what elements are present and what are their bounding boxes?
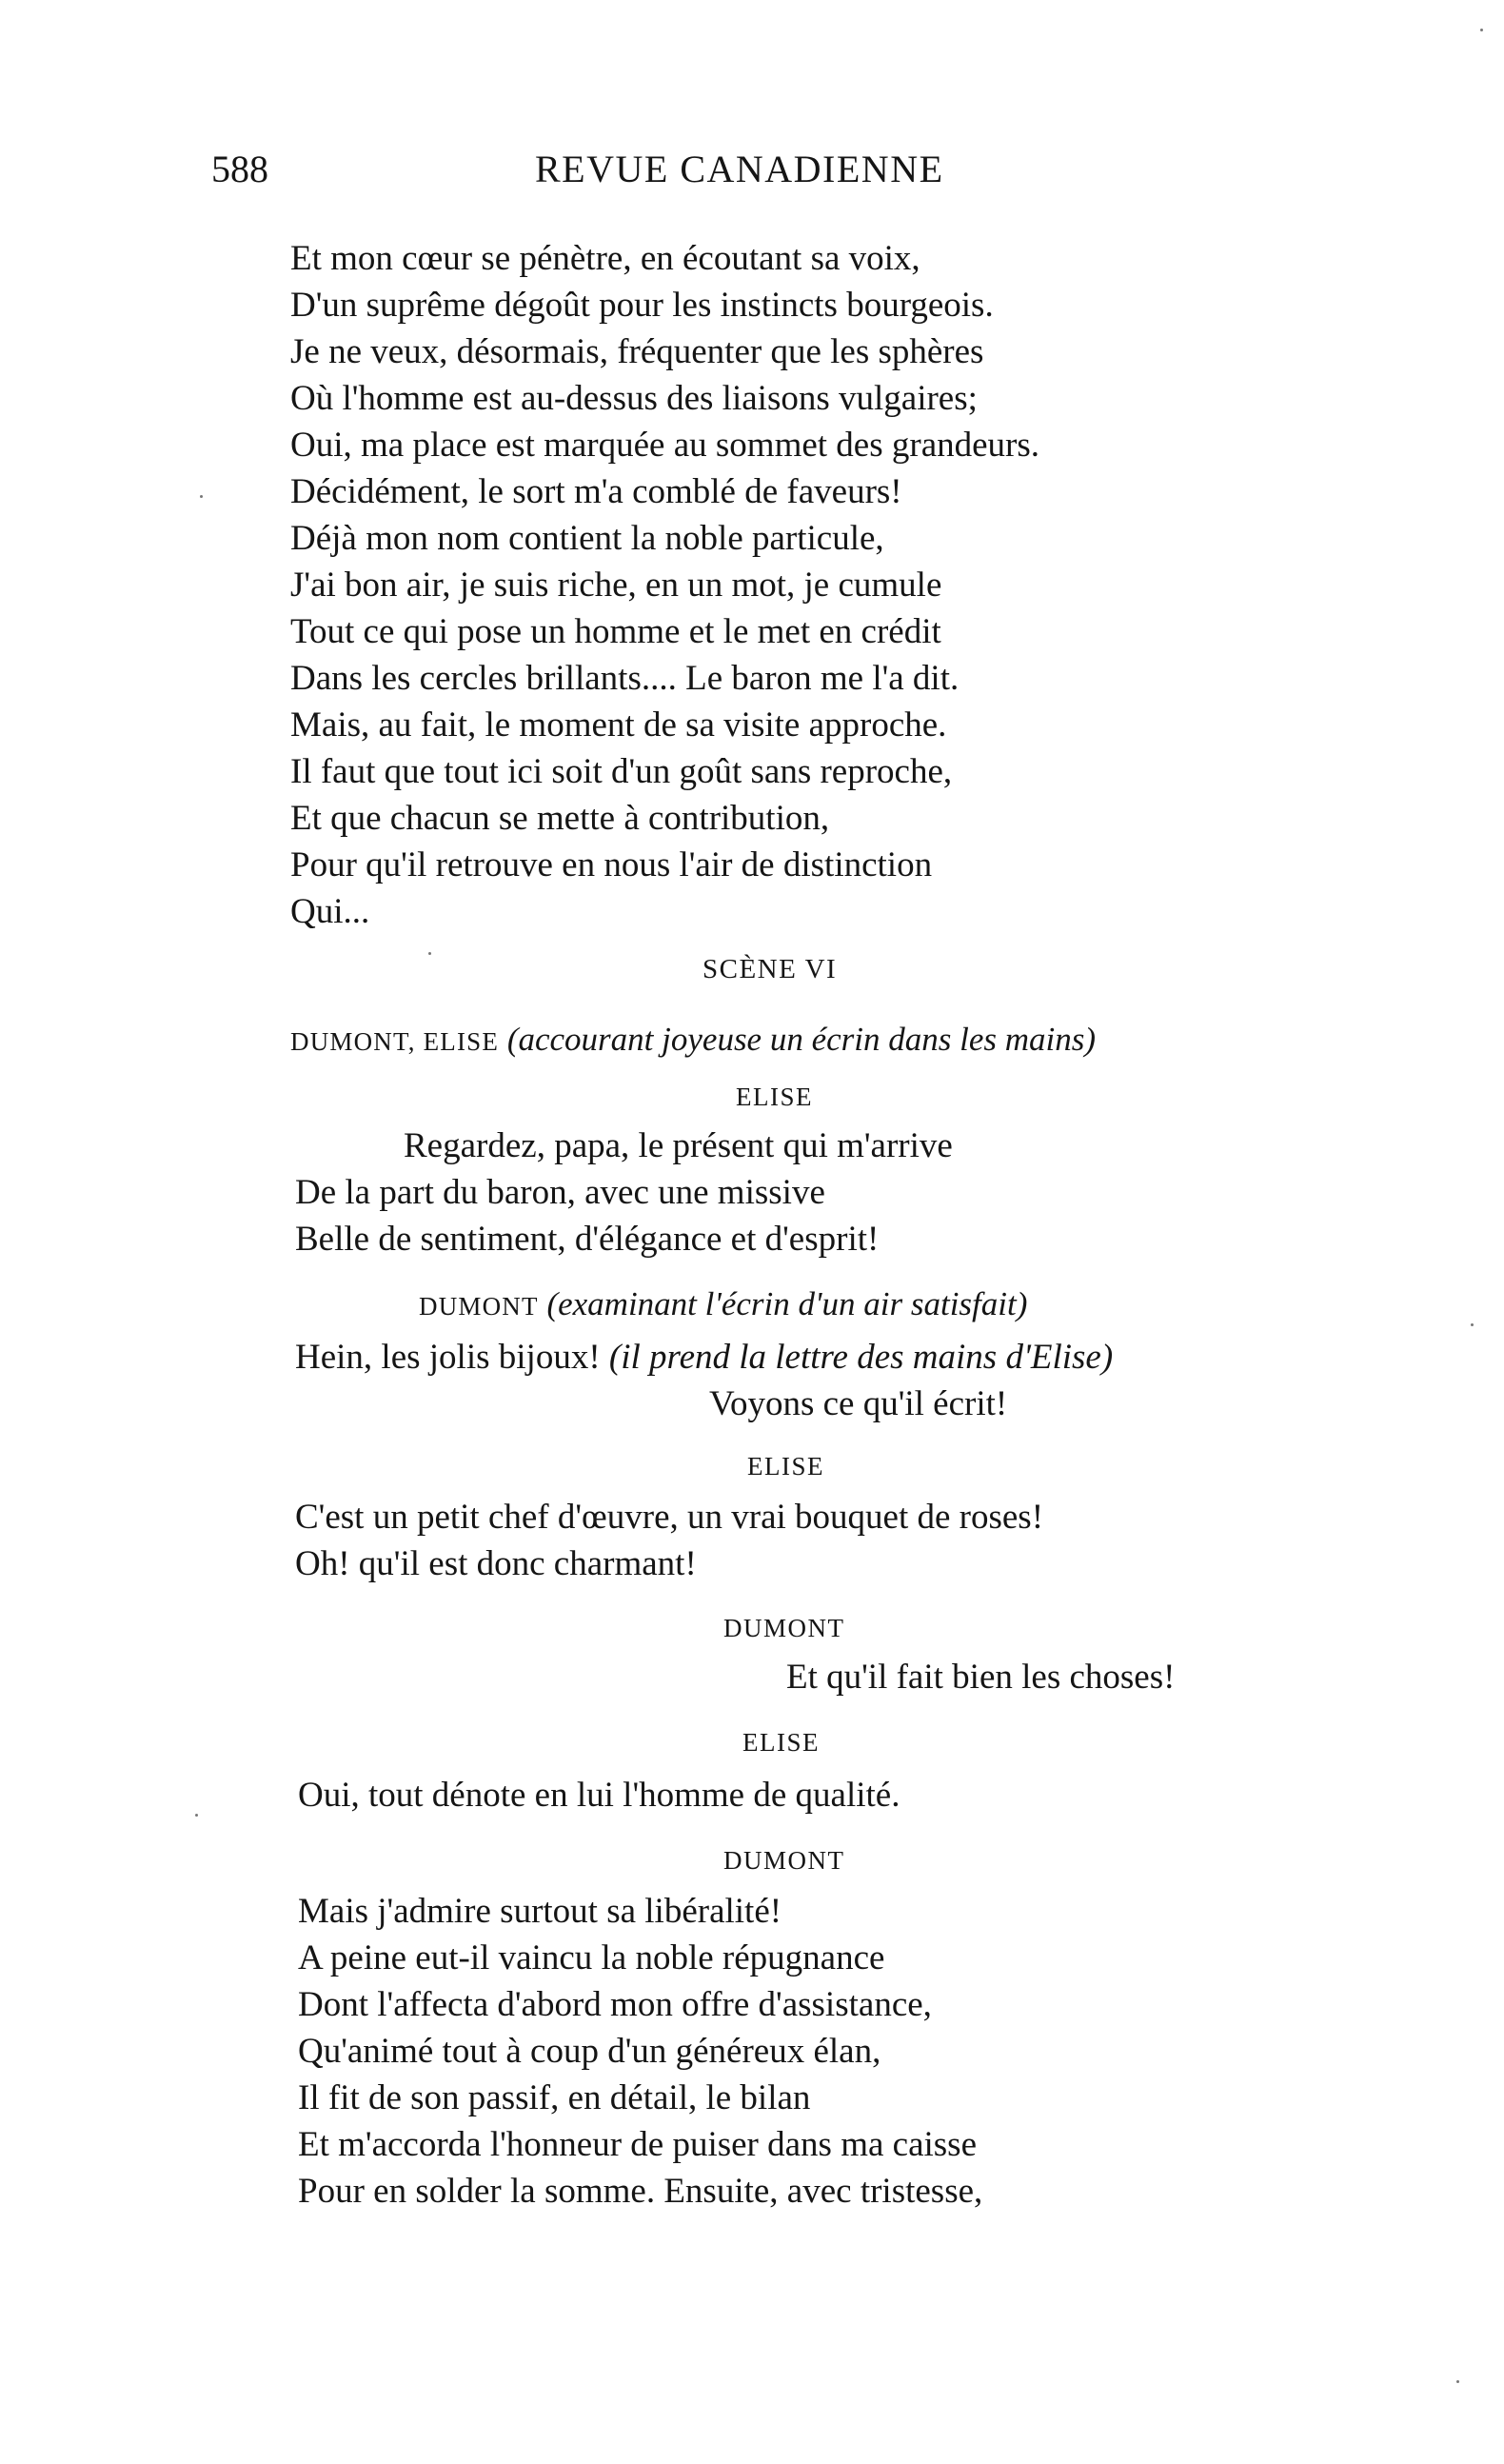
scene-heading: SCÈNE VI: [703, 954, 838, 984]
verse-line: Et mon cœur se pénètre, en écoutant sa voix,: [290, 239, 920, 278]
verse-line: D'un suprême dégoût pour les instincts bourgeois.: [290, 286, 994, 325]
verse-line: Mais, au fait, le moment de sa visite approche.: [290, 705, 947, 745]
speaker-line: [419, 1282, 1027, 1329]
scan-speck: [1480, 29, 1483, 31]
speaker-label: DUMONT: [723, 1614, 845, 1642]
speaker-label: ELISE: [747, 1452, 824, 1480]
verse-line-with-direction: [295, 1335, 1113, 1381]
page-number: 588: [211, 148, 268, 190]
stage-direction: (examinant l'écrin d'un air satisfait): [546, 1285, 1028, 1322]
verse-line: Oui, ma place est marquée au sommet des grandeurs.: [290, 426, 1040, 465]
speaker-label: DUMONT: [419, 1292, 539, 1321]
verse-line: Voyons ce qu'il écrit!: [709, 1384, 1008, 1423]
verse-text: Hein, les jolis bijoux!: [295, 1338, 601, 1377]
verse-line: Tout ce qui pose un homme et le met en crédit: [290, 612, 941, 651]
verse-line: Qu'animé tout à coup d'un généreux élan,: [298, 2032, 881, 2071]
verse-line: Déjà mon nom contient la noble particule,: [290, 519, 884, 558]
verse-line: Je ne veux, désormais, fréquenter que les sphères: [290, 332, 984, 371]
verse-line: Qui...: [290, 892, 370, 931]
stage-direction: (accourant joyeuse un écrin dans les mains): [506, 1021, 1097, 1058]
verse-line: Il faut que tout ici soit d'un goût sans reproche,: [290, 752, 953, 791]
scan-speck: [200, 495, 203, 498]
verse-line: A peine eut-il vaincu la noble répugnance: [298, 1938, 885, 1977]
verse-line: J'ai bon air, je suis riche, en un mot, je cumule: [290, 566, 942, 605]
verse-line: Oui, tout dénote en lui l'homme de qualité.: [298, 1776, 900, 1815]
scene-cast: [290, 1017, 1096, 1064]
speaker-label: ELISE: [736, 1083, 813, 1111]
scan-speck: [195, 1814, 198, 1817]
scan-speck: [1456, 2380, 1459, 2383]
verse-line: Et que chacun se mette à contribution,: [290, 799, 830, 838]
running-header: [211, 145, 1258, 194]
verse-line: Où l'homme est au-dessus des liaisons vulgaires;: [290, 379, 978, 418]
journal-title: REVUE CANADIENNE: [535, 148, 944, 190]
verse-line: Et m'accorda l'honneur de puiser dans ma caisse: [298, 2125, 977, 2164]
verse-line: Regardez, papa, le présent qui m'arrive: [404, 1126, 953, 1165]
verse-line: C'est un petit chef d'œuvre, un vrai bouquet de roses!: [295, 1498, 1044, 1537]
verse-line: Oh! qu'il est donc charmant!: [295, 1544, 697, 1583]
verse-line: Il fit de son passif, en détail, le bilan: [298, 2078, 811, 2117]
verse-line: Pour en solder la somme. Ensuite, avec tristesse,: [298, 2172, 983, 2211]
verse-line: Belle de sentiment, d'élégance et d'esprit!: [295, 1220, 880, 1259]
verse-line: Dont l'affecta d'abord mon offre d'assistance,: [298, 1985, 932, 2024]
verse-line: Dans les cercles brillants.... Le baron me l'a dit.: [290, 659, 960, 698]
verse-line: Mais j'admire surtout sa libéralité!: [298, 1892, 782, 1931]
speaker-label: DUMONT: [723, 1846, 845, 1875]
scan-speck: [428, 952, 431, 955]
verse-line: Pour qu'il retrouve en nous l'air de distinction: [290, 845, 933, 884]
inline-stage-direction: (il prend la lettre des mains d'Elise): [608, 1338, 1114, 1377]
verse-line: De la part du baron, avec une missive: [295, 1173, 825, 1212]
verse-line: Décidément, le sort m'a comblé de faveurs!: [290, 472, 902, 511]
speaker-label: ELISE: [742, 1728, 820, 1757]
scan-speck: [1471, 1323, 1474, 1326]
verse-line: Et qu'il fait bien les choses!: [786, 1658, 1176, 1697]
scene-characters: DUMONT, ELISE: [290, 1027, 500, 1056]
